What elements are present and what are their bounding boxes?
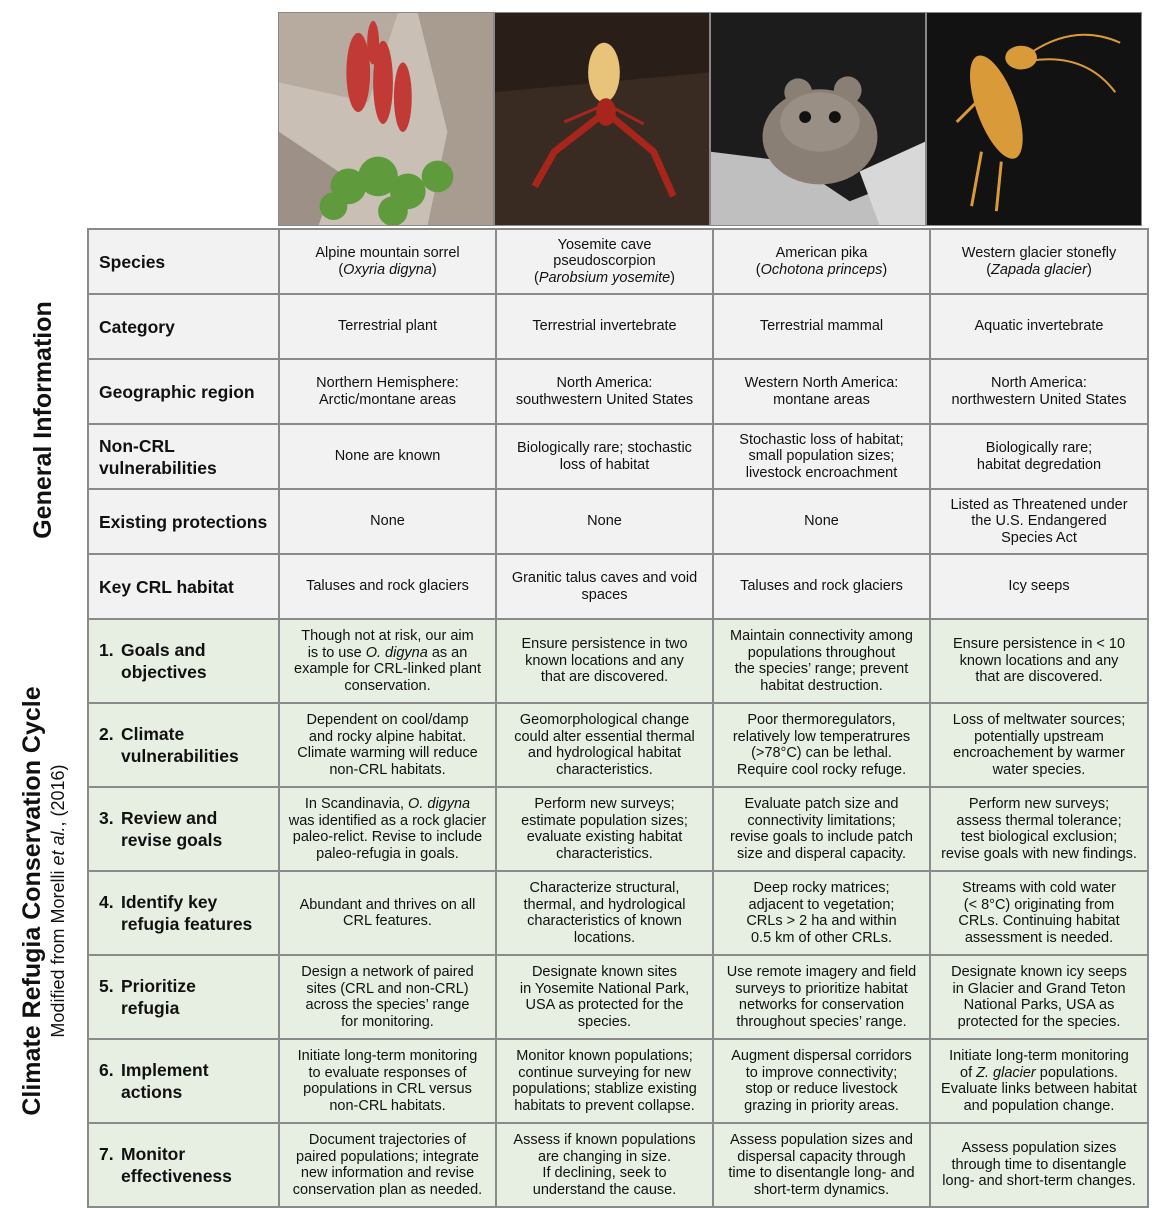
cell: Assess if known populations are changing in size. If declining, seek to understand the cause.: [496, 1123, 713, 1207]
cell: Augment dispersal corridors to improve connectivity; stop or reduce livestock grazing in priority areas.: [713, 1039, 930, 1123]
cell: Terrestrial invertebrate: [496, 294, 713, 359]
cell: Taluses and rock glaciers: [279, 554, 496, 619]
cell: North America: northwestern United States: [930, 359, 1148, 424]
cell: Icy seeps: [930, 554, 1148, 619]
row-label-monitor-effectiveness: 7. Monitor effectiveness: [88, 1123, 279, 1207]
cell: Initiate long-term monitoring of Z. glacier populations. Evaluate links between habitat and population change.: [930, 1039, 1148, 1123]
row-label-identify-key-refugia-features: 4. Identify key refugia features: [88, 871, 279, 955]
cell: Granitic talus caves and void spaces: [496, 554, 713, 619]
cell: Stochastic loss of habitat; small population sizes; livestock encroachment: [713, 424, 930, 489]
row-label-prioritize-refugia: 5. Prioritize refugia: [88, 955, 279, 1039]
cell: Western glacier stonefly (Zapada glacier): [930, 229, 1148, 294]
cell: Northern Hemisphere: Arctic/montane areas: [279, 359, 496, 424]
cell: Perform new surveys; estimate population sizes; evaluate existing habitat characteristics.: [496, 787, 713, 871]
table-row: [88, 489, 1148, 554]
table-row: [88, 229, 1148, 294]
species-photo-row: [278, 12, 1142, 226]
cell: Assess population sizes and dispersal capacity through time to disentangle long- and short-term dynamics.: [713, 1123, 930, 1207]
cell: Ensure persistence in < 10 known locations and any that are discovered.: [930, 619, 1148, 703]
refugia-table: [87, 228, 1149, 1208]
cell: Initiate long-term monitoring to evaluate responses of populations in CRL versus non-CRL habitats.: [279, 1039, 496, 1123]
cell: Listed as Threatened under the U.S. Endangered Species Act: [930, 489, 1148, 554]
table-row: [88, 424, 1148, 489]
cell: Evaluate patch size and connectivity limitations; revise goals to include patch size and disperal capacity.: [713, 787, 930, 871]
row-label-non-crl-vulnerabilities: Non-CRL vulnerabilities: [88, 424, 279, 489]
cell: Deep rocky matrices; adjacent to vegetation; CRLs > 2 ha and within 0.5 km of other CRLs.: [713, 871, 930, 955]
row-label-key-crl-habitat: Key CRL habitat: [88, 554, 279, 619]
table-row: [88, 955, 1148, 1039]
cell: Dependent on cool/damp and rocky alpine habitat. Climate warming will reduce non-CRL habitats.: [279, 703, 496, 787]
cell: None: [279, 489, 496, 554]
general-information-title: General Information: [29, 301, 57, 539]
table-row: [88, 294, 1148, 359]
cell: Alpine mountain sorrel (Oxyria digyna): [279, 229, 496, 294]
cell: Though not at risk, our aim is to use O. digyna as an example for CRL-linked plant conservation.: [279, 619, 496, 703]
cell: None are known: [279, 424, 496, 489]
table-row: [88, 1123, 1148, 1207]
conservation-cycle-side-title: [0, 612, 86, 1190]
cell: Characterize structural, thermal, and hydrological characteristics of known locations.: [496, 871, 713, 955]
row-label-species: Species: [88, 229, 279, 294]
cell: Assess population sizes through time to disentangle long- and short-term changes.: [930, 1123, 1148, 1207]
table-row: [88, 554, 1148, 619]
cell: Western North America: montane areas: [713, 359, 930, 424]
photo-alpine-mountain-sorrel: [278, 12, 494, 226]
cell: Aquatic invertebrate: [930, 294, 1148, 359]
table-row: [88, 703, 1148, 787]
table-row: [88, 787, 1148, 871]
cell: Ensure persistence in two known locations and any that are discovered.: [496, 619, 713, 703]
row-label-existing-protections: Existing protections: [88, 489, 279, 554]
cell: Maintain connectivity among populations throughout the species’ range; prevent habitat destruction.: [713, 619, 930, 703]
cell: Biologically rare; habitat degredation: [930, 424, 1148, 489]
row-label-category: Category: [88, 294, 279, 359]
cell: Designate known sites in Yosemite National Park, USA as protected for the species.: [496, 955, 713, 1039]
cell: Design a network of paired sites (CRL and non-CRL) across the species’ range for monitoring.: [279, 955, 496, 1039]
cell: Taluses and rock glaciers: [713, 554, 930, 619]
cell: Poor thermoregulators, relatively low temperatrures (>78°C) can be lethal. Require cool rocky refuge.: [713, 703, 930, 787]
photo-yosemite-cave-pseudoscorpion: [494, 12, 710, 226]
cell: Document trajectories of paired populations; integrate new information and revise conservation plan as needed.: [279, 1123, 496, 1207]
table-row: [88, 359, 1148, 424]
cell: Designate known icy seeps in Glacier and Grand Teton National Parks, USA as protected for the species.: [930, 955, 1148, 1039]
row-label-geographic-region: Geographic region: [88, 359, 279, 424]
cell: Terrestrial mammal: [713, 294, 930, 359]
cell: Perform new surveys; assess thermal tolerance; test biological exclusion; revise goals with new findings.: [930, 787, 1148, 871]
row-label-climate-vulnerabilities: 2. Climate vulnerabilities: [88, 703, 279, 787]
cell: Biologically rare; stochastic loss of habitat: [496, 424, 713, 489]
cell: In Scandinavia, O. digyna was identified as a rock glacier paleo-relict. Revise to include paleo-refugia in goals.: [279, 787, 496, 871]
table-row: [88, 871, 1148, 955]
row-label-review-and-revise-goals: 3. Review and revise goals: [88, 787, 279, 871]
general-information-side-title: [0, 228, 86, 612]
row-label-implement-actions: 6. Implement actions: [88, 1039, 279, 1123]
cell: North America: southwestern United States: [496, 359, 713, 424]
cell: Terrestrial plant: [279, 294, 496, 359]
table-row: [88, 619, 1148, 703]
cell: American pika (Ochotona princeps): [713, 229, 930, 294]
source-citation: Modified from Morelli et al., (2016): [48, 764, 68, 1038]
cell: Abundant and thrives on all CRL features.: [279, 871, 496, 955]
cell: Yosemite cave pseudoscorpion (Parobsium yosemite): [496, 229, 713, 294]
cell: Streams with cold water (< 8°C) originating from CRLs. Continuing habitat assessment is needed.: [930, 871, 1148, 955]
photo-western-glacier-stonefly: [926, 12, 1142, 226]
cell: None: [496, 489, 713, 554]
conservation-cycle-title: Climate Refugia Conservation Cycle: [18, 686, 46, 1116]
cell: Use remote imagery and field surveys to prioritize habitat networks for conservation throughout species’ range.: [713, 955, 930, 1039]
cell: Geomorphological change could alter essential thermal and hydrological habitat characteristics.: [496, 703, 713, 787]
table-row: [88, 1039, 1148, 1123]
cell: Loss of meltwater sources; potentially upstream encroachement by warmer water species.: [930, 703, 1148, 787]
cell: Monitor known populations; continue surveying for new populations; stablize existing habitats to prevent collapse.: [496, 1039, 713, 1123]
photo-american-pika: [710, 12, 926, 226]
row-label-goals-and-objectives: 1. Goals and objectives: [88, 619, 279, 703]
cell: None: [713, 489, 930, 554]
